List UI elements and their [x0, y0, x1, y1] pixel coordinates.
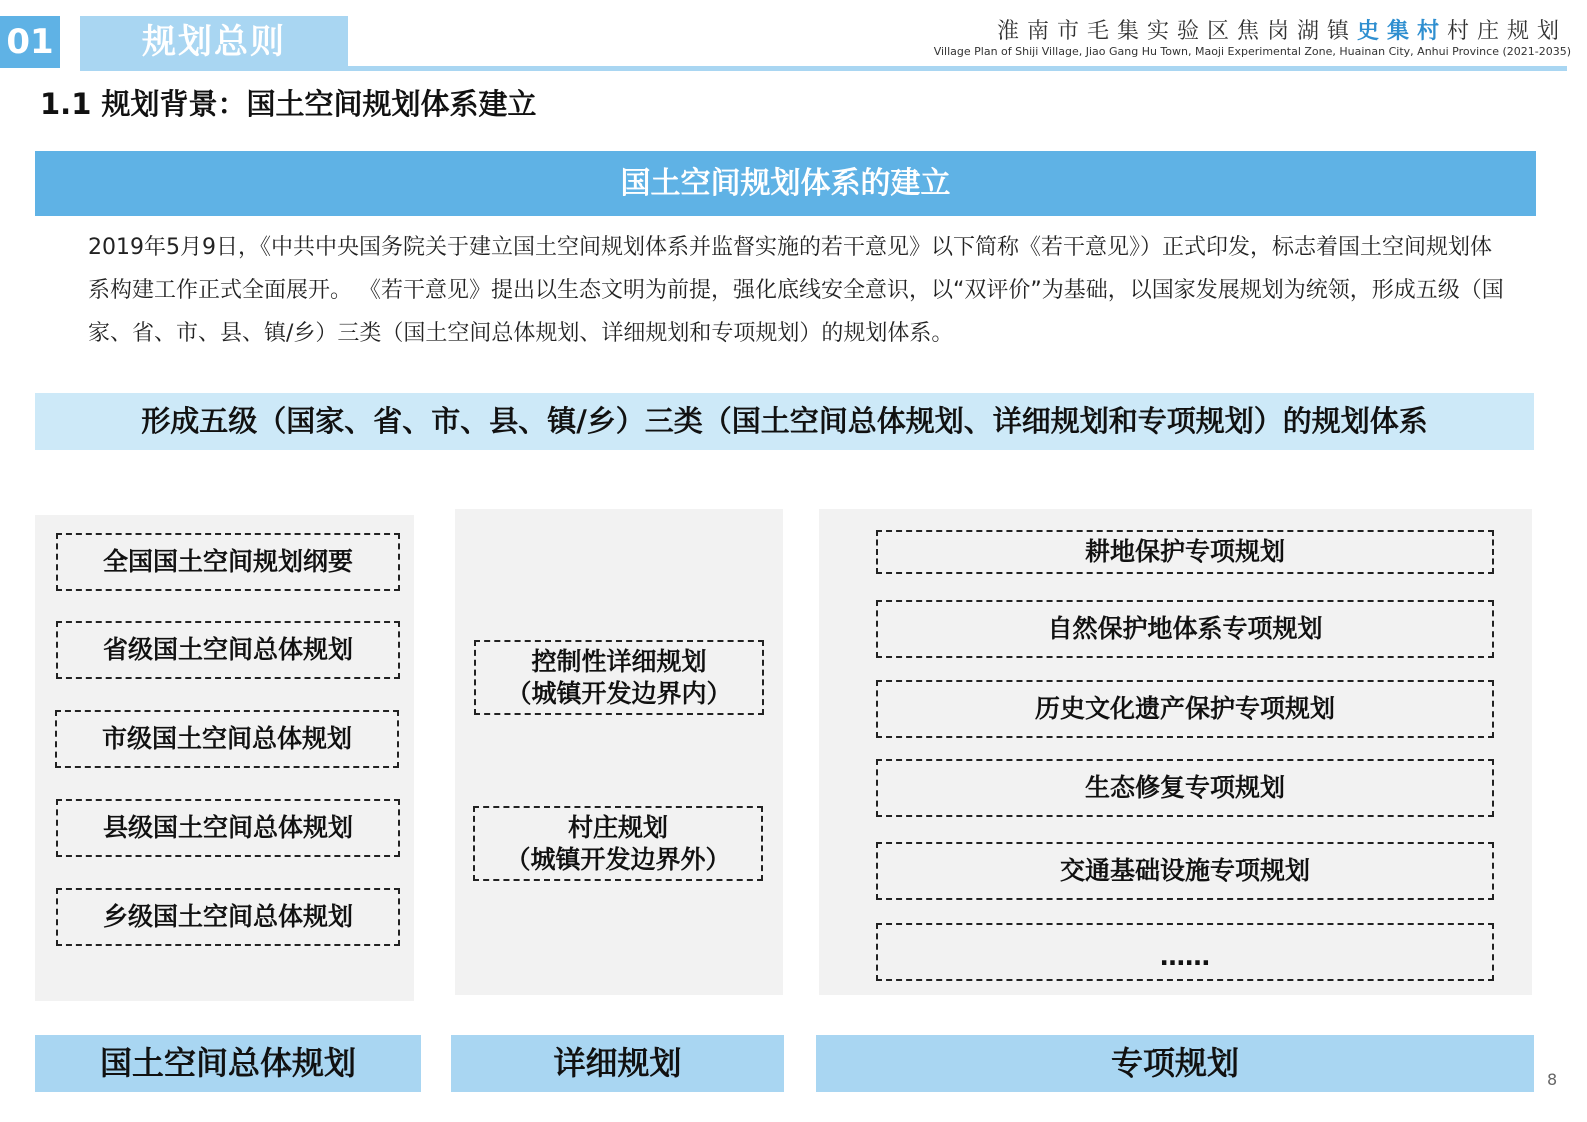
overall-plan-item: 市级国土空间总体规划 [55, 710, 399, 768]
detailed-plan-item-scope: （城镇开发边界内） [506, 678, 732, 708]
project-title-prefix: 淮南市毛集实验区焦岗湖镇 [996, 19, 1357, 44]
banner-title: 国土空间规划体系的建立 [35, 151, 1536, 216]
overall-plan-item: 省级国土空间总体规划 [56, 621, 400, 679]
page-number: 8 [1547, 1070, 1558, 1089]
project-subtitle: Village Plan of Shiji Village, Jiao Gang Hu Town, Maoji Experimental Zone, Huainan City, Anhui Province (2021-2035) [933, 45, 1571, 58]
special-plan-item: 耕地保护专项规划 [876, 530, 1494, 574]
special-plan-item: 历史文化遗产保护专项规划 [876, 680, 1494, 738]
special-plan-item: 生态修复专项规划 [876, 759, 1494, 817]
section-number: 01 [0, 16, 60, 68]
overall-plan-item: 全国国土空间规划纲要 [56, 533, 400, 591]
special-plan-item: 自然保护地体系专项规划 [876, 600, 1494, 658]
detailed-plan-item [474, 640, 764, 715]
project-title-highlight: 史集村 [1356, 18, 1447, 44]
intro-paragraph: 2019年5月9日，《中共中央国务院关于建立国土空间规划体系并监督实施的若干意见》以下简称《若干意见》）正式印发，标志着国土空间规划体系构建工作正式全面展开。 《若干意见》提出以生态文明为前提，强化底线安全意识，以“双评价”为基础，以国家发展规划为统领，形成五级（国家、省、市、县、镇/乡）三类（国土空间总体规划、详细规划和专项规划）的规划体系。 [88, 235, 1504, 346]
detailed-plan-item-title: 控制性详细规划 [531, 646, 707, 676]
detailed-plan-item-title: 村庄规划 [567, 812, 668, 842]
overall-plan-label: 国土空间总体规划 [35, 1035, 421, 1092]
project-title [997, 14, 1567, 45]
section-title: 规划总则 [80, 16, 348, 68]
project-title-suffix: 村庄规划 [1446, 19, 1567, 44]
detailed-plan-item [473, 806, 763, 881]
detailed-plan-item-scope: （城镇开发边界外） [505, 844, 731, 874]
special-plan-item-more: …… [876, 923, 1494, 981]
header-divider [80, 66, 1567, 71]
page-heading: 1.1 规划背景：国土空间规划体系建立 [40, 87, 537, 121]
overall-plan-item: 乡级国土空间总体规划 [56, 888, 400, 946]
detailed-plan-label: 详细规划 [451, 1035, 784, 1092]
special-plan-item: 交通基础设施专项规划 [876, 842, 1494, 900]
special-plan-label: 专项规划 [816, 1035, 1534, 1092]
detailed-plan-panel [455, 509, 783, 995]
overall-plan-item: 县级国土空间总体规划 [56, 799, 400, 857]
system-band: 形成五级（国家、省、市、县、镇/乡）三类（国土空间总体规划、详细规划和专项规划）的规划体系 [35, 393, 1534, 450]
